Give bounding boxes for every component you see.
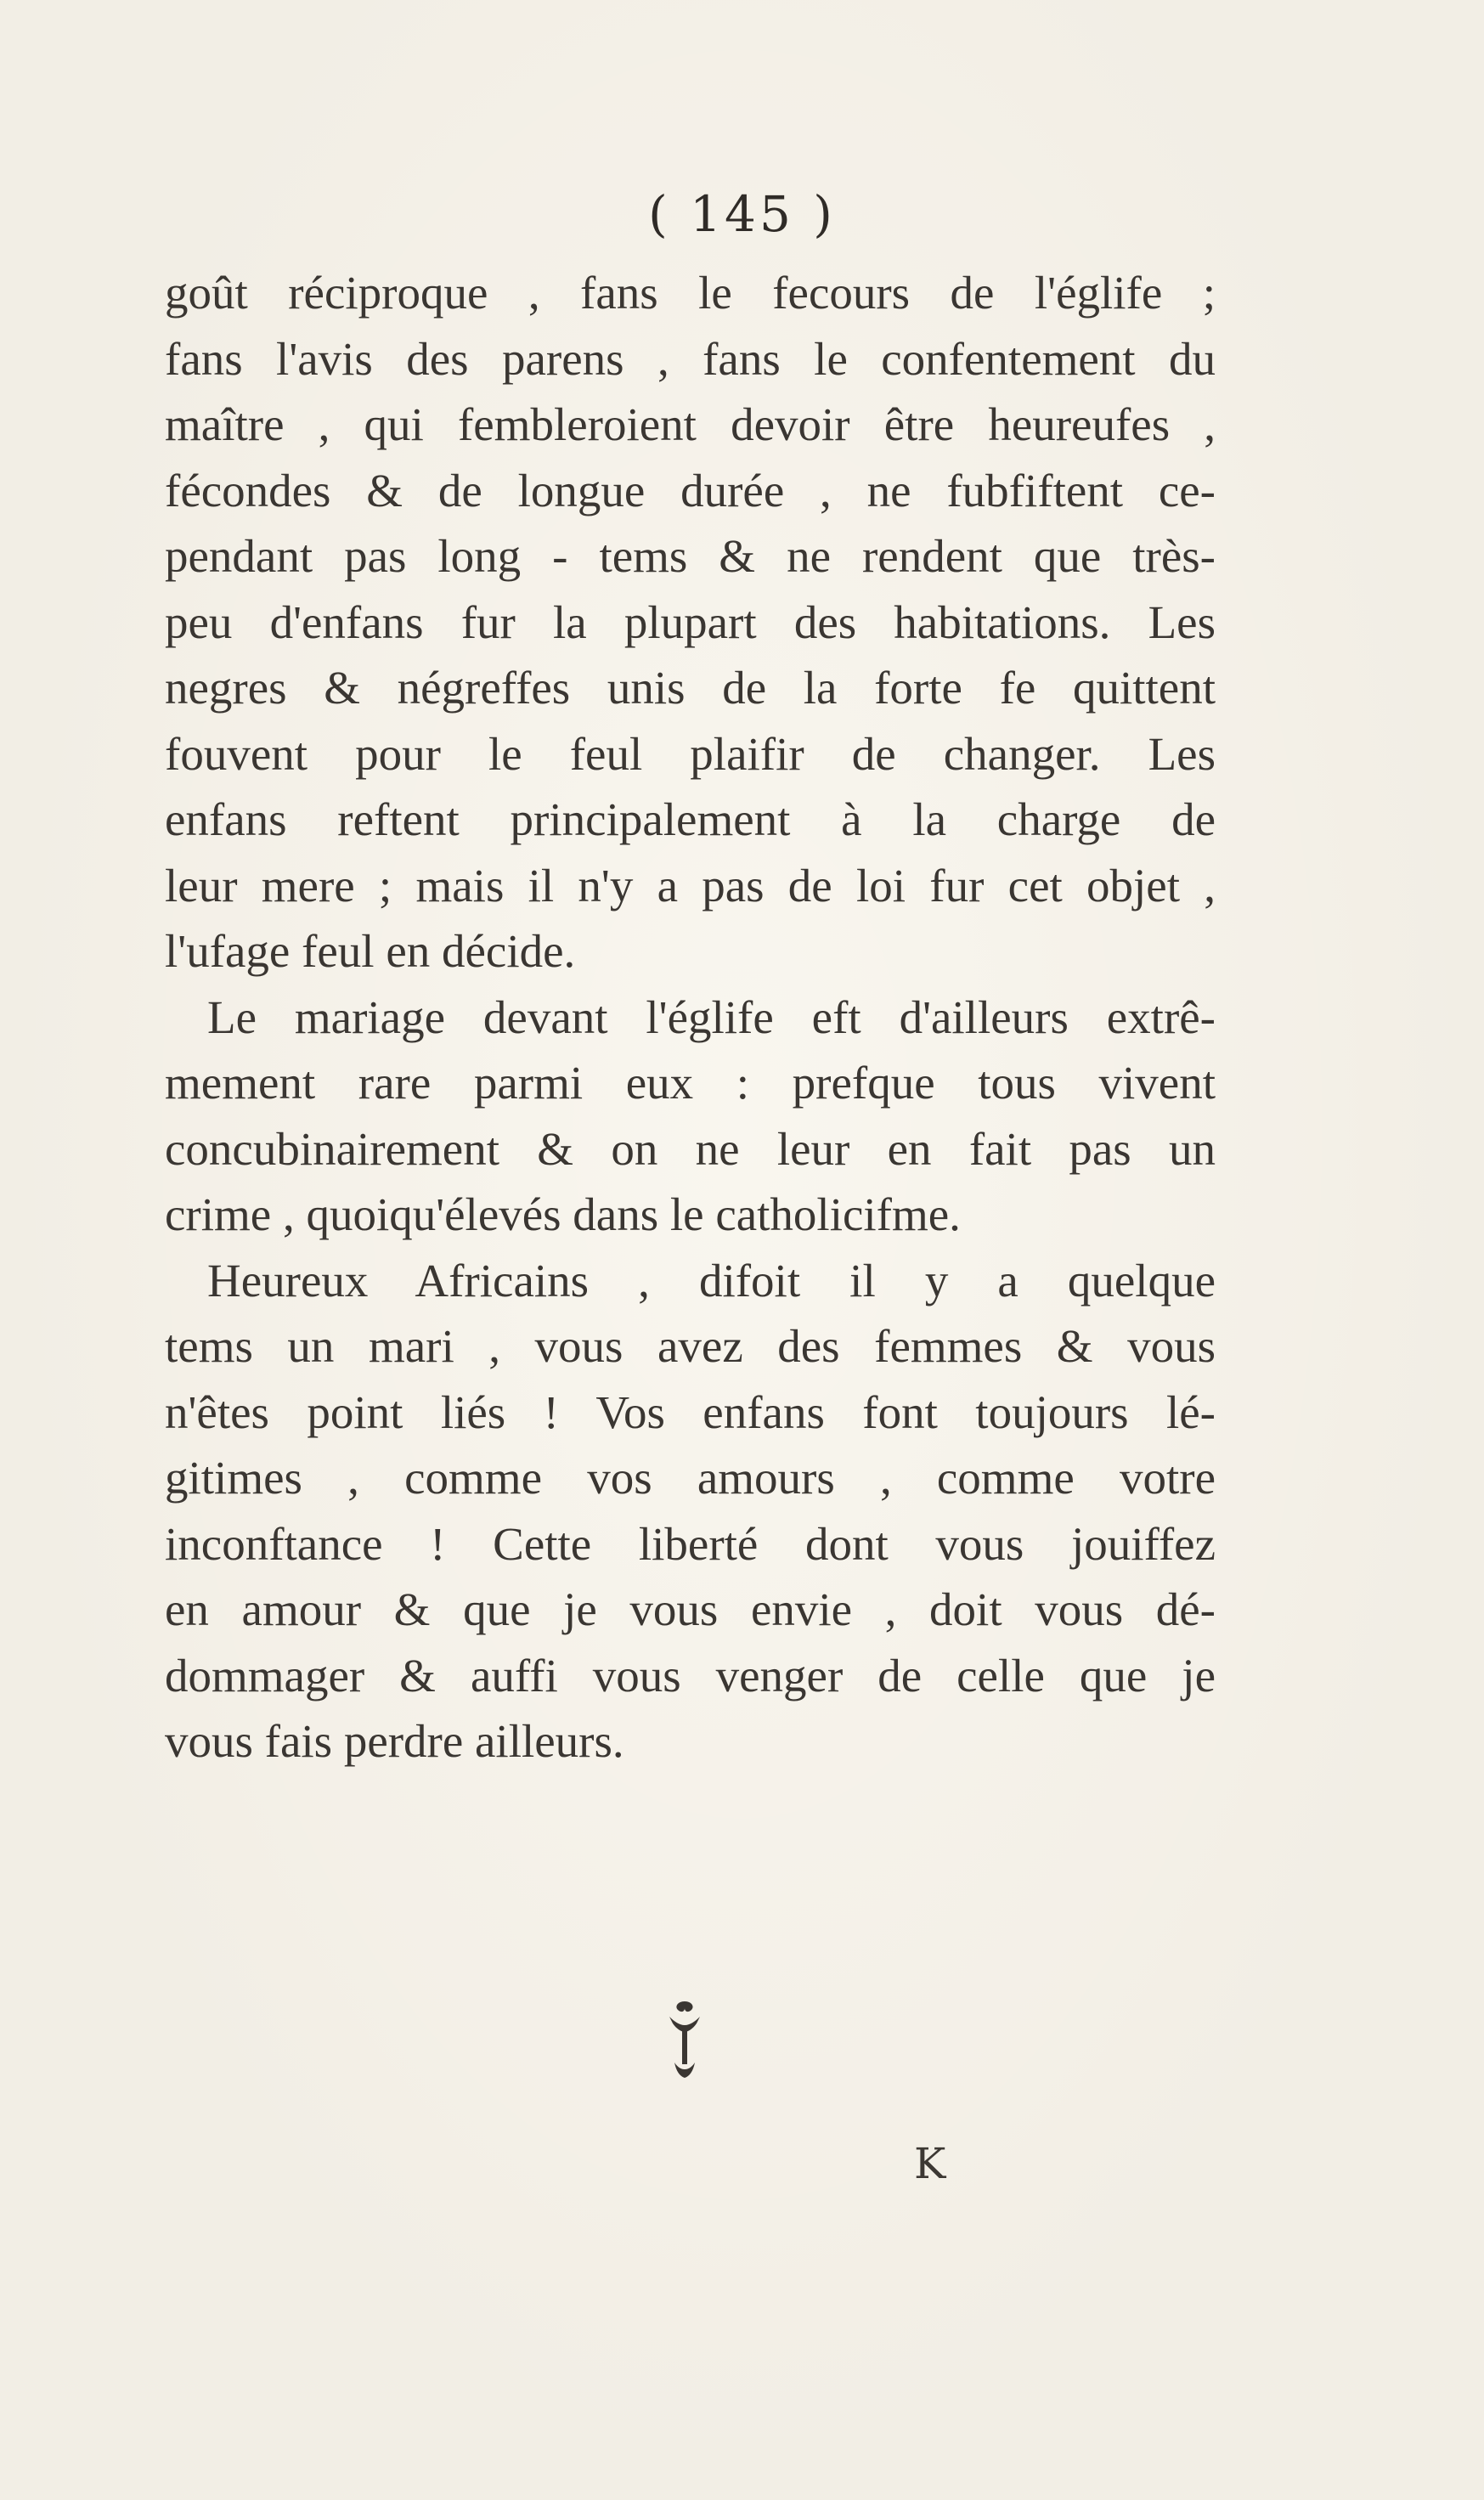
text-line: l'ufage feul en décide. (165, 925, 576, 977)
signature-mark: K (914, 2139, 946, 2188)
text-line: fans l'avis des parens , fans le confentement du (165, 332, 1216, 385)
text-line: concubinairement & on ne leur en fait pas un (165, 1122, 1216, 1175)
text-line: mement rare parmi eux : prefque tous vivent (165, 1057, 1216, 1109)
text-line: dommager & auffi vous venger de celle que je (165, 1649, 1216, 1701)
text-line: maître , qui fembleroient devoir être heureufes , (165, 398, 1216, 450)
page-number: ( 145 ) (648, 185, 836, 243)
text-line: peu d'enfans fur la plupart des habitations. Les (165, 595, 1216, 648)
text-line: leur mere ; mais il n'y a pas de loi fur cet objet , (165, 859, 1216, 911)
text-line: Le mariage devant l'églife eft d'ailleurs extrê- (207, 990, 1216, 1043)
text-line: negres & négreffes unis de la forte fe quittent (165, 662, 1216, 714)
text-line: goût réciproque , fans le fecours de l'églife ; (165, 267, 1216, 319)
text-line: fécondes & de longue durée , ne fubfiftent ce- (165, 464, 1216, 516)
text-line: enfans reftent principalement à la charge de (165, 793, 1216, 845)
text-line: tems un mari , vous avez des femmes & vous (165, 1320, 1216, 1372)
text-line: gitimes , comme vos amours , comme votre (165, 1452, 1216, 1504)
text-line: inconftance ! Cette liberté dont vous jouiffez (165, 1517, 1216, 1570)
text-line: n'êtes point liés ! Vos enfans font toujours lé- (165, 1385, 1216, 1438)
text-line: en amour & que je vous envie , doit vous dé- (165, 1583, 1216, 1635)
text-line: Heureux Africains , difoit il y a quelque (207, 1254, 1216, 1306)
text-line: fouvent pour le feul plaifir de changer. Les (165, 727, 1216, 780)
text-line: pendant pas long - tems & ne rendent que très- (165, 530, 1216, 582)
body-text (165, 260, 1216, 1775)
fleuron-ornament-icon (659, 1998, 710, 2083)
text-line: vous fais perdre ailleurs. (165, 1715, 624, 1767)
text-line: crime , quoiqu'élevés dans le catholicifme. (165, 1188, 961, 1240)
